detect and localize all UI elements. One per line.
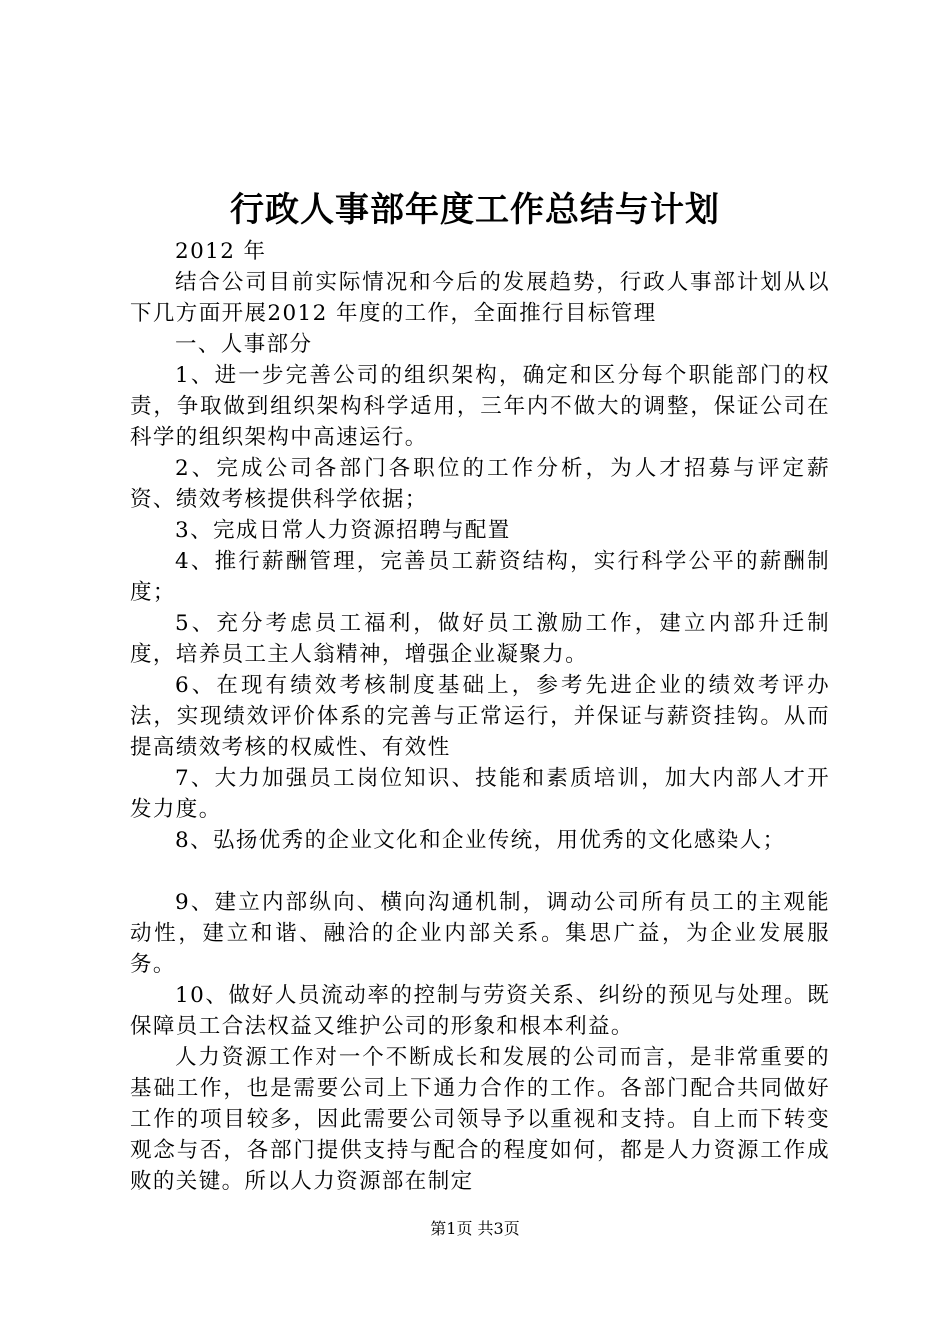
document-body bbox=[130, 236, 830, 1197]
year-line: 2012 年 bbox=[175, 239, 267, 264]
intro-paragraph: 结合公司目前实际情况和今后的发展趋势，行政人事部计划从以下几方面开展2012 年度的工作，全面推行目标管理 bbox=[130, 270, 830, 326]
section-heading: 一、人事部分 bbox=[175, 332, 313, 357]
page-number-footer: 第1页 共3页 bbox=[430, 1219, 520, 1238]
list-item: 7、大力加强员工岗位知识、技能和素质培训，加大内部人才开发力度。 bbox=[130, 766, 830, 822]
list-item: 5、充分考虑员工福利，做好员工激励工作，建立内部升迁制度，培养员工主人翁精神，增强企业凝聚力。 bbox=[130, 611, 830, 667]
list-item: 2、完成公司各部门各职位的工作分析，为人才招募与评定薪资、绩效考核提供科学依据； bbox=[130, 456, 830, 512]
list-item: 9、建立内部纵向、横向沟通机制，调动公司所有员工的主观能动性，建立和谐、融洽的企业内部关系。集思广益，为企业发展服务。 bbox=[130, 890, 830, 977]
list-item: 8、弘扬优秀的企业文化和企业传统，用优秀的文化感染人； bbox=[175, 828, 786, 853]
document-title: 行政人事部年度工作总结与计划 bbox=[230, 190, 720, 230]
list-item: 10、做好人员流动率的控制与劳资关系、纠纷的预见与处理。既保障员工合法权益又维护公司的形象和根本利益。 bbox=[130, 983, 830, 1039]
list-item: 3、完成日常人力资源招聘与配置 bbox=[175, 518, 511, 543]
list-item: 4、推行薪酬管理，完善员工薪资结构，实行科学公平的薪酬制度； bbox=[130, 549, 830, 605]
list-item: 6、在现有绩效考核制度基础上，参考先进企业的绩效考评办法，实现绩效评价体系的完善与正常运行，并保证与薪资挂钩。从而提高绩效考核的权威性、有效性 bbox=[130, 673, 830, 760]
list-item: 1、进一步完善公司的组织架构，确定和区分每个职能部门的权责，争取做到组织架构科学适用，三年内不做大的调整，保证公司在科学的组织架构中高速运行。 bbox=[130, 363, 830, 450]
closing-paragraph: 人力资源工作对一个不断成长和发展的公司而言，是非常重要的基础工作，也是需要公司上下通力合作的工作。各部门配合共同做好工作的项目较多，因此需要公司领导予以重视和支持。自上而下转变观念与否，各部门提供支持与配合的程度如何，都是人力资源工作成败的关键。所以人力资源部在制定 bbox=[130, 1045, 830, 1194]
